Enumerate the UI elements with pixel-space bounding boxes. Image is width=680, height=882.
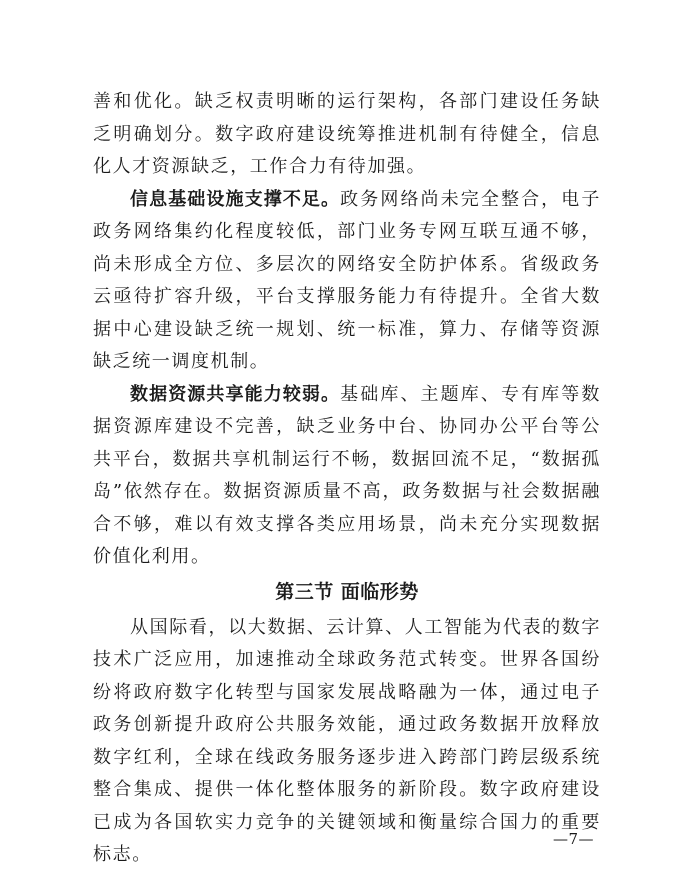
paragraph-body-data-sharing: 基础库、主题库、专有库等数据资源库建设不完善，缺乏业务中台、协同办公平台等公共平台，数据共享机制运行不畅，数据回流不足，“数据孤岛”依然存在。数据资源质量不高，政务数据与社会数据融合不够，难以有效支撑各类应用场景，尚未充分实现数据价值化利用。 (93, 383, 601, 567)
page-number: —7— (552, 830, 594, 848)
paragraph-international: 从国际看，以大数据、云计算、人工智能为代表的数字技术广泛应用，加速推动全球政务范式转变。世界各国纷纷将政府数字化转型与国家发展战略融为一体，通过电子政务创新提升政府公共服务效能，通过政务数据开放释放数字红利，全球在线政务服务逐步进入跨部门跨层级系统整合集成、提供一体化整体服务的新阶段。数字政府建设已成为各国软实力竞争的关键领域和衡量综合国力的重要标志。 (93, 616, 601, 865)
paragraph-lead-data-sharing: 数据资源共享能力较弱。 (130, 383, 341, 405)
paragraph-continued: 善和优化。缺乏权责明晰的运行架构，各部门建设任务缺乏明确划分。数字政府建设统筹推进机制有待健全，信息化人才资源缺乏，工作合力有待加强。 (93, 91, 601, 177)
section-heading: 第三节 面临形势 (275, 580, 419, 603)
paragraph-data-sharing (93, 379, 601, 574)
paragraph-infrastructure (93, 184, 601, 379)
paragraph-body-infrastructure: 政务网络尚未完全整合，电子政务网络集约化程度较低，部门业务专网互联互通不够，尚未形成全方位、多层次的网络安全防护体系。省级政务云亟待扩容升级，平台支撑服务能力有待提升。全省大数据中心建设缺乏统一规划、统一标准，算力、存储等资源缺乏统一调度机制。 (93, 188, 601, 372)
paragraph-lead-infrastructure: 信息基础设施支撑不足。 (130, 188, 341, 210)
body-text (93, 86, 601, 872)
